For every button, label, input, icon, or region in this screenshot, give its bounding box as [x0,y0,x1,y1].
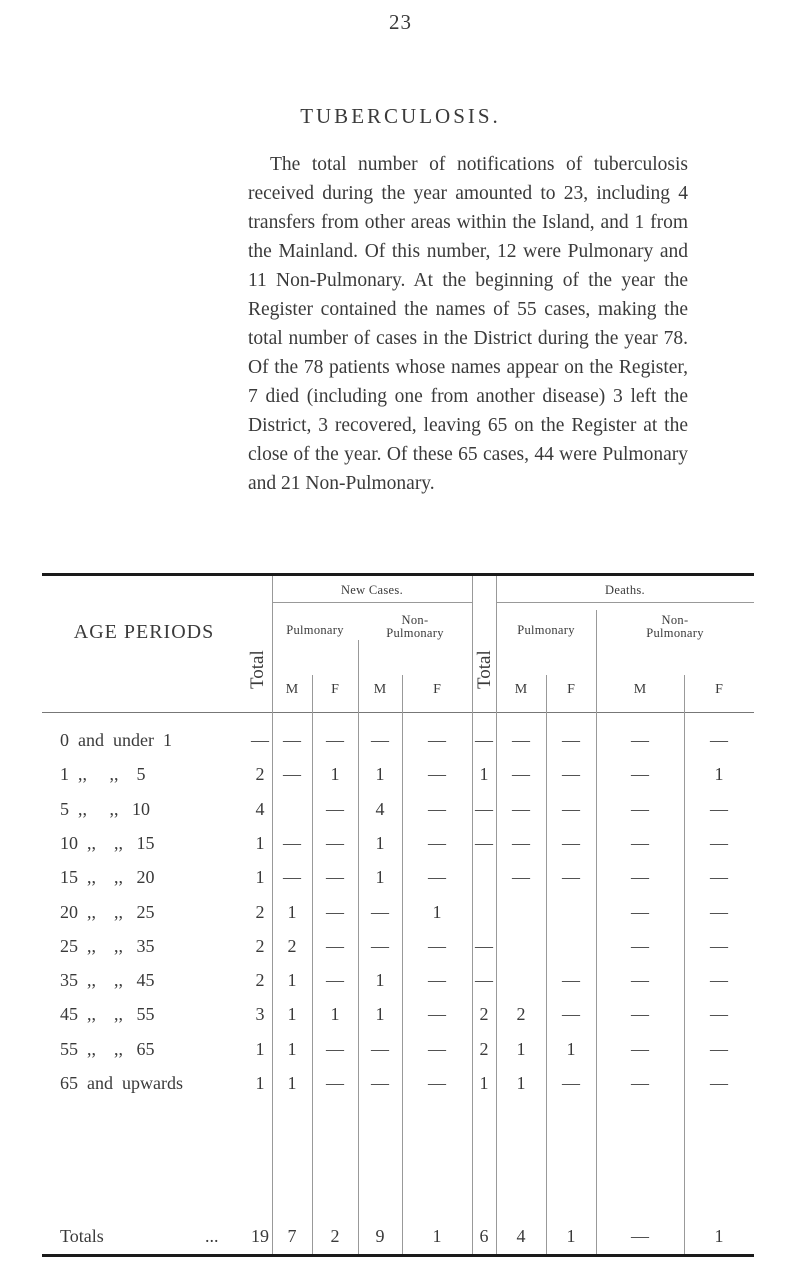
table-cell: 1 [287,1073,297,1093]
table-cell: — [710,730,728,750]
deaths-non-pulmonary-header: Non- Pulmonary [646,613,704,640]
total-deaths-header: Total [474,650,495,689]
total-header: Total [247,650,268,689]
deaths-header: Deaths. [605,583,645,597]
table-cell: — [631,901,649,922]
table-cell: — [512,764,530,785]
table-cell: 1 [255,867,265,888]
col-separator [472,576,473,1254]
table-cell: — [251,730,269,750]
table-cell: — [475,832,493,853]
body-paragraph: The total number of notifications of tuberculosis received during the year amounted to 23, including 4 transfers from other areas within the Island, and 1 from the Mainland. Of this number, 12 were Pulmonary and 11 Non-Pulmonary. At the beginning of the year the Register contained the names of 55 cases, making the total number of cases in the District during the year 78. Of the 78 patients whose names appear on the Register, 7 died (including one from another disease) 3 left the District, 3 recovered, leaving 65 on the Register at the close of the year. Of these 65 cases, 44 were Pulmonary and 21 Non-Pulmonary. [248,154,688,494]
new-cases-header: New Cases. [340,583,403,597]
table-cell: — [428,832,446,853]
table-cell: — [562,970,580,991]
table-cell: — [710,901,728,922]
table-cell: — [428,798,446,819]
age-periods-header: AGE PERIODS [73,621,215,643]
col-separator [496,576,497,1254]
table-cell: — [428,1004,446,1025]
age-period-label: 0 and under 1 [60,730,172,750]
sex-subheader: M [633,682,647,697]
table-cell: — [283,730,301,750]
totals-cell: 1 [714,1226,724,1246]
table-cell: 2 [255,901,265,922]
table-cell: 1 [287,1004,297,1025]
table-cell: — [631,935,649,956]
table-cell: — [631,764,649,785]
col-separator [546,675,547,1254]
table-cell: — [631,832,649,853]
table-cell: — [283,832,301,853]
table-cell: 1 [479,1073,489,1093]
age-period-label: 25 ,, ,, 35 [60,935,155,956]
totals-cell: 1 [432,1226,442,1246]
table-cell: — [562,1073,580,1093]
table-cell: — [512,798,530,819]
table-cell: — [512,832,530,853]
table-cell: — [283,764,301,785]
table-cell: — [428,1038,446,1059]
table-cell: 1 [432,901,442,922]
table-cell: — [326,798,344,819]
table-cell: — [475,970,493,991]
age-period-label: 10 ,, ,, 15 [60,832,155,853]
sex-subheader: M [285,682,299,697]
table-cell: — [512,730,530,750]
sex-subheader: M [373,682,387,697]
table-cell: — [710,970,728,991]
table-cell: 1 [255,832,265,853]
table-cell: — [371,935,389,956]
table-cell: — [562,764,580,785]
table-cell: — [562,798,580,819]
table-cell: — [562,730,580,750]
table-cell: 1 [375,867,385,888]
totals-cell: 9 [375,1226,385,1246]
totals-label: Totals [60,1226,104,1246]
page-number: 23 [389,10,412,34]
table-cell: 1 [375,764,385,785]
totals-cell: — [631,1226,649,1246]
table-cell: 1 [330,764,340,785]
table-cell: 1 [255,1038,265,1059]
table-cell: — [631,730,649,750]
table-cell: 2 [287,935,297,956]
table-cell: — [710,1038,728,1059]
header-bottom-rule [42,712,754,713]
table-cell: — [326,970,344,991]
age-period-label: 20 ,, ,, 25 [60,901,155,922]
table-cell: — [326,1073,344,1093]
new-pulmonary-header: Pulmonary [286,623,344,637]
col-separator [596,610,597,1254]
table-cell: — [428,970,446,991]
table-cell: — [371,1073,389,1093]
table-cell: 2 [255,970,265,991]
totals-cell: 2 [330,1226,340,1246]
table-cell: 1 [516,1038,526,1059]
table-cell: — [710,1073,728,1093]
col-separator [684,675,685,1254]
table-cell: 1 [375,1004,385,1025]
table-cell: 4 [375,798,385,819]
table-cell: 1 [566,1038,576,1059]
table-cell: — [475,935,493,956]
table-cell: — [326,901,344,922]
table-cell: 1 [287,1038,297,1059]
table-cell: — [428,730,446,750]
table-cell: — [562,832,580,853]
deaths-underline [496,602,754,603]
table-cell: — [371,901,389,922]
table-cell: 1 [375,832,385,853]
totals-cell: 4 [516,1226,526,1246]
table-cell: 2 [255,935,265,956]
sex-subheader: F [331,682,339,697]
section-heading: TUBERCULOSIS. [300,104,501,128]
age-period-label: 55 ,, ,, 65 [60,1038,155,1059]
table-cell: — [631,970,649,991]
table-cell: — [710,867,728,888]
sex-subheader: F [433,682,441,697]
table-cell: — [326,867,344,888]
table-top-rule [42,573,754,576]
table-cell: — [562,867,580,888]
table-cell: — [326,832,344,853]
age-period-label: 35 ,, ,, 45 [60,970,155,991]
table-cell: 1 [330,1004,340,1025]
table-cell: — [428,935,446,956]
sex-subheader: F [715,682,723,697]
table-cell: 3 [255,1004,265,1025]
deaths-pulmonary-header: Pulmonary [517,623,575,637]
table-cell: — [326,730,344,750]
table-cell: 2 [479,1004,489,1025]
table-cell: — [428,1073,446,1093]
table-cell: — [326,935,344,956]
age-period-label: 65 and upwards [60,1073,183,1093]
table-cell: — [512,867,530,888]
table-cell: — [710,935,728,956]
table-cell: — [562,1004,580,1025]
age-period-label: 1 ,, ,, 5 [60,764,146,785]
table-cell: — [631,798,649,819]
table-cell: — [631,1004,649,1025]
table-cell: — [475,798,493,819]
table-cell: 1 [479,764,489,785]
table-cell: — [631,1073,649,1093]
table-cell: 1 [516,1073,526,1093]
table-cell: 4 [255,798,265,819]
table-bottom-rule [42,1254,754,1257]
table-cell: 1 [255,1073,265,1093]
table-cell: — [631,867,649,888]
col-separator [312,675,313,1254]
totals-dots: ... [205,1226,219,1246]
age-period-label: 45 ,, ,, 55 [60,1004,155,1025]
totals-cell: 1 [566,1226,576,1246]
table-cell: — [631,1038,649,1059]
table-cell: — [428,867,446,888]
table-cell: 1 [714,764,724,785]
sex-subheader: F [567,682,575,697]
totals-cell: 6 [479,1226,489,1246]
table-cell: — [710,798,728,819]
table-cell: — [326,1038,344,1059]
table-cell: — [710,832,728,853]
table-cell: — [283,867,301,888]
table-cell: 1 [375,970,385,991]
table-cell: — [710,1004,728,1025]
new-non-pulmonary-header: Non- Pulmonary [386,613,444,640]
table-cell: 1 [287,970,297,991]
table-cell: 1 [287,901,297,922]
age-period-label: 15 ,, ,, 20 [60,867,155,888]
sex-subheader: M [514,682,528,697]
table-cell: 2 [255,764,265,785]
table-cell: — [371,1038,389,1059]
col-separator [402,675,403,1254]
table-cell: — [371,730,389,750]
table-cell: — [428,764,446,785]
table-cell: 2 [516,1004,526,1025]
age-period-label: 5 ,, ,, 10 [60,798,150,819]
new-cases-underline [272,602,472,603]
table-cell: 2 [479,1038,489,1059]
totals-cell: 19 [251,1226,269,1246]
totals-cell: 7 [287,1226,297,1246]
table-cell: — [475,730,493,750]
